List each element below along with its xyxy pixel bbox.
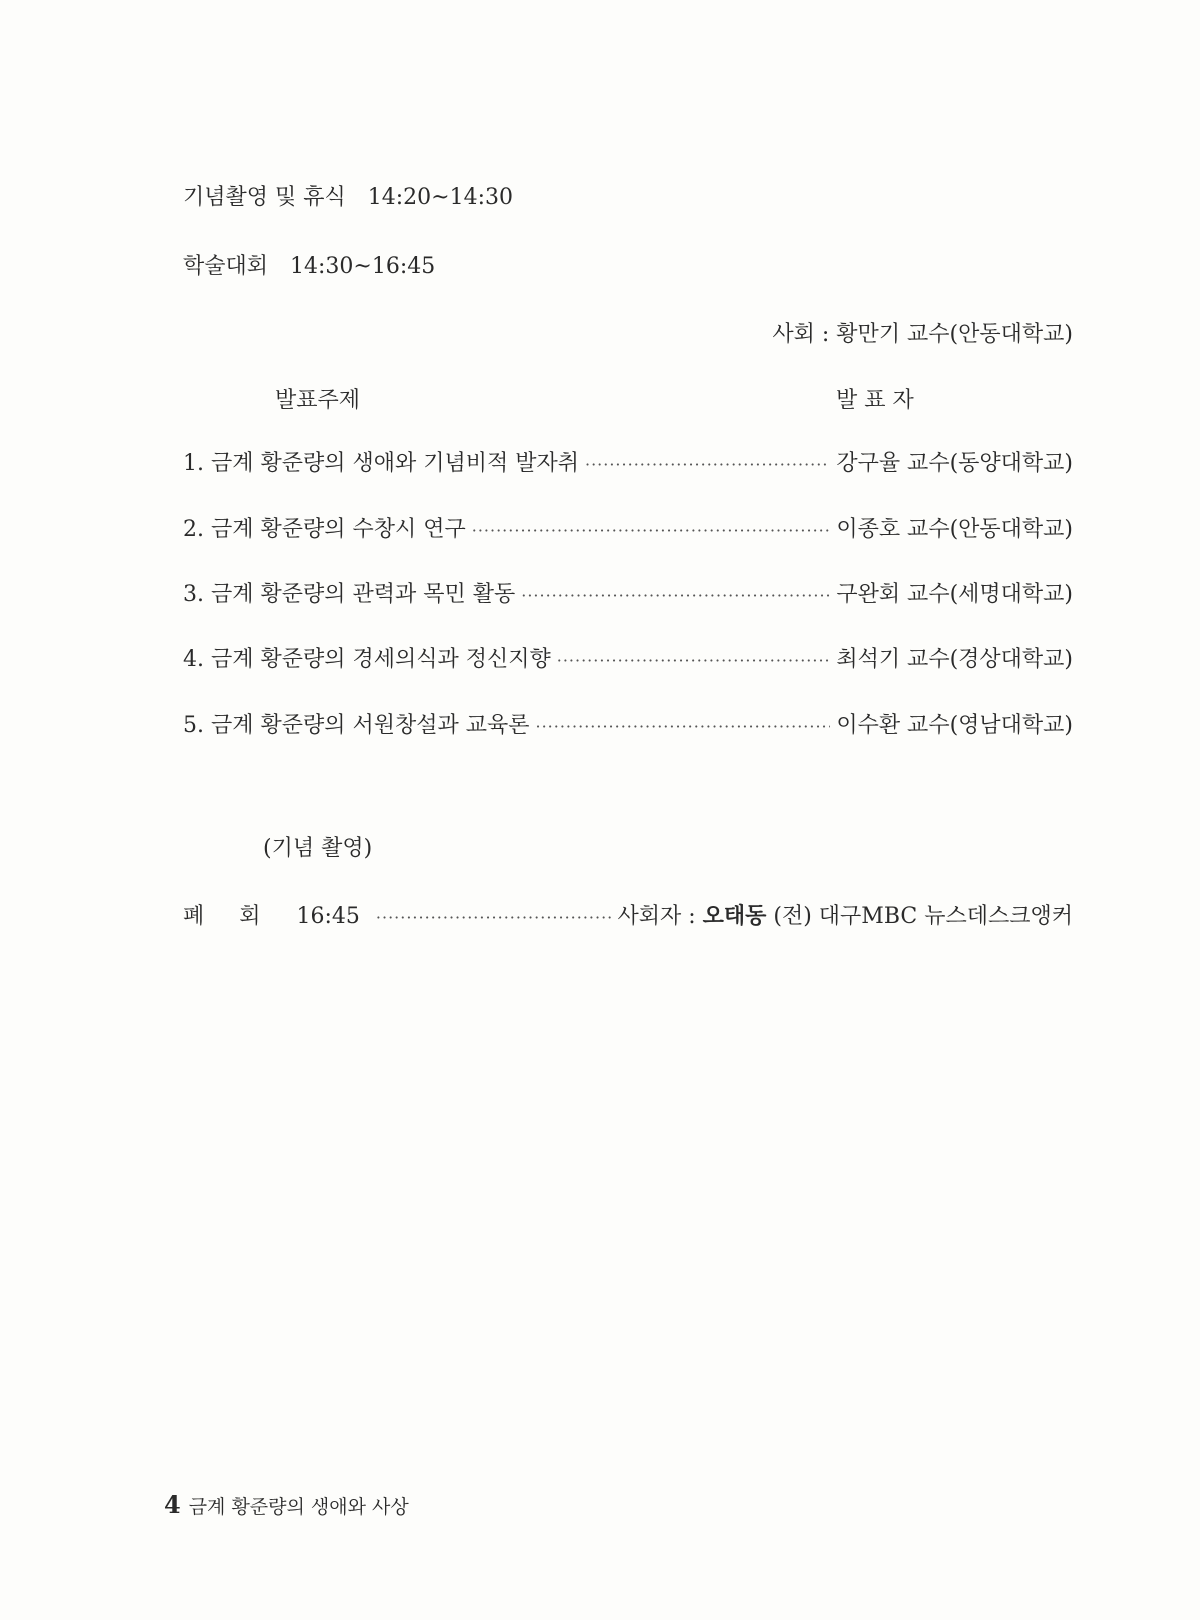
conference-label: 학술대회 [183,254,269,279]
presentation-row [183,711,1073,742]
conference-line [183,252,435,282]
host-prefix: 사회자 : [617,904,696,929]
presentation-row [183,449,1073,480]
host-name: 오태동 [702,903,767,929]
presentation-row [183,580,1073,611]
page-footer [164,1492,409,1520]
presentation-presenter: 구완회 교수(세명대학교) [836,582,1073,607]
leader-dots [376,903,612,933]
moderator: 사회 : 황만기 교수(안동대학교) [772,322,1073,347]
leader-dots [536,712,831,742]
closing-time: 16:45 [296,904,360,929]
presentation-row [183,645,1073,676]
presentation-presenter: 이종호 교수(안동대학교) [836,517,1073,542]
closing-host [617,901,1073,932]
running-title: 금계 황준량의 생애와 사상 [188,1496,409,1518]
closing-label: 폐 회 [183,904,275,929]
leader-dots [521,581,830,611]
photo-note: (기념 촬영) [263,836,373,861]
presentation-title: 2. 금계 황준량의 수창시 연구 [183,517,466,542]
presenter-header: 발 표 자 [836,388,914,413]
photo-break-label: 기념촬영 및 휴식 [183,185,346,210]
page-number: 4 [164,1490,181,1519]
presentation-title: 3. 금계 황준량의 관력과 목민 활동 [183,582,516,607]
presentation-title: 1. 금계 황준량의 생애와 기념비적 발자취 [183,451,579,476]
leader-dots [557,646,831,676]
leader-dots [585,450,830,480]
topic-header: 발표주제 [275,388,361,413]
photo-break-time: 14:20~14:30 [367,185,513,210]
presentation-title: 5. 금계 황준량의 서원창설과 교육론 [183,713,530,738]
presentation-presenter: 이수환 교수(영남대학교) [836,713,1073,738]
leader-dots [472,516,831,546]
host-suffix: (전) 대구MBC 뉴스데스크앵커 [773,904,1073,929]
presentation-presenter: 최석기 교수(경상대학교) [836,647,1073,672]
photo-break-line [183,183,513,213]
presentation-presenter: 강구율 교수(동양대학교) [836,451,1073,476]
conference-time: 14:30~16:45 [290,254,436,279]
presentation-row [183,515,1073,546]
presentation-title: 4. 금계 황준량의 경세의식과 정신지향 [183,647,551,672]
closing-row [183,901,1073,933]
